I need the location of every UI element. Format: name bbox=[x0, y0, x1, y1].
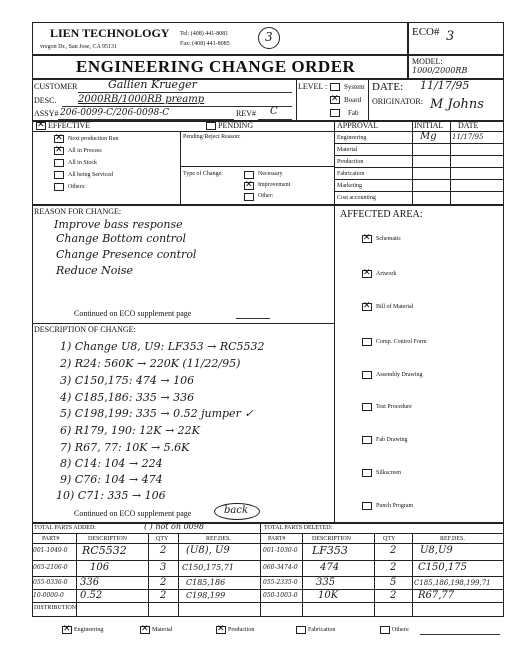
dist-material-checkbox[interactable] bbox=[140, 626, 150, 634]
approval-row: Production bbox=[337, 159, 364, 165]
customer-label: CUSTOMER bbox=[34, 82, 78, 91]
affected-item: Comp. Control Form bbox=[376, 339, 427, 345]
check-mark-icon: ✕ bbox=[141, 624, 149, 634]
all-in-process-checkbox[interactable] bbox=[54, 147, 64, 155]
description-line: 5) C198,199: 335 → 0.52 jumper ✓ bbox=[60, 407, 254, 420]
affected-label: AFFECTED AREA: bbox=[340, 209, 423, 220]
table-cell: C185,186 bbox=[186, 578, 226, 587]
company-tel: Tel: (408) 441-8081 bbox=[180, 31, 229, 37]
check-mark-icon: ✕ bbox=[63, 624, 71, 634]
check-mark-icon: ✕ bbox=[217, 624, 225, 634]
comp-control-checkbox[interactable] bbox=[362, 338, 372, 346]
type-item: Other: bbox=[258, 193, 274, 199]
table-cell: C185,186,198,199,71 bbox=[414, 579, 491, 587]
fab-drawing-checkbox[interactable] bbox=[362, 436, 372, 444]
eco-value: 3 bbox=[446, 29, 455, 44]
table-cell: 336 bbox=[80, 577, 100, 588]
reason-line: Change Presence control bbox=[56, 248, 197, 261]
check-mark-icon: ✕ bbox=[363, 233, 371, 243]
affected-item: Punch Program bbox=[376, 503, 414, 509]
table-cell: 055-2335-0 bbox=[263, 579, 298, 586]
desc-label: DESC. bbox=[34, 96, 57, 105]
initial-header: INITIAL bbox=[414, 121, 444, 130]
table-cell: LF353 bbox=[312, 544, 348, 557]
col-header: QTY bbox=[156, 536, 169, 542]
col-header: PART# bbox=[42, 536, 60, 542]
approval-row: Marketing bbox=[337, 183, 362, 189]
check-mark-icon: ✕ bbox=[331, 94, 339, 104]
effective-label: EFFECTIVE bbox=[48, 121, 91, 130]
approval-date: 11/17/95 bbox=[452, 133, 484, 141]
silkscreen-checkbox[interactable] bbox=[362, 469, 372, 477]
assy-label: ASSY# bbox=[34, 109, 59, 118]
description-continued: Continued on ECO supplement page bbox=[74, 509, 192, 518]
check-mark-icon: ✕ bbox=[37, 120, 45, 130]
pending-checkbox[interactable] bbox=[206, 122, 216, 130]
distribution-label: DISTRIBUTION: bbox=[34, 605, 78, 611]
originator-label: ORIGINATOR: bbox=[372, 97, 423, 106]
dist-others-checkbox[interactable] bbox=[380, 626, 390, 634]
distribution-item: Material bbox=[152, 627, 173, 633]
table-cell: 106 bbox=[90, 562, 110, 573]
approval-row: Engineering bbox=[337, 135, 367, 141]
distribution-item: Fabrication bbox=[308, 627, 336, 633]
model-value: 1000/2000RB bbox=[412, 66, 468, 75]
table-cell: 050-1003-0 bbox=[263, 592, 298, 599]
description-line: 4) C185,186: 335 → 336 bbox=[60, 391, 195, 404]
effective-item: Others: bbox=[68, 184, 86, 190]
dist-fabrication-checkbox[interactable] bbox=[296, 626, 306, 634]
table-cell: 2 bbox=[160, 590, 167, 601]
table-cell: (U8), U9 bbox=[186, 545, 230, 556]
distribution-item: Production bbox=[228, 627, 255, 633]
table-cell: C150,175 bbox=[418, 562, 468, 573]
table-cell: 2 bbox=[390, 562, 397, 573]
level-system-label: System bbox=[344, 83, 365, 91]
type-item: Necessary bbox=[258, 171, 283, 177]
table-cell: RC5532 bbox=[82, 544, 127, 557]
table-cell: R67,77 bbox=[418, 590, 455, 601]
approval-row: Fabrication bbox=[337, 171, 365, 177]
table-cell: 10-0000-0 bbox=[33, 592, 64, 599]
table-cell: 055-0336-0 bbox=[33, 579, 68, 586]
model-label: MODEL: bbox=[412, 57, 443, 66]
check-mark-icon: ✕ bbox=[363, 268, 371, 278]
table-cell: C198,199 bbox=[186, 591, 226, 600]
rev-value: C bbox=[270, 106, 278, 117]
table-cell: 10K bbox=[318, 590, 339, 601]
company-fax: Fax: (408) 441-8085 bbox=[180, 41, 230, 47]
company-address: vregon Dr., San Jose, CA 95131 bbox=[40, 44, 117, 50]
description-line: 8) C14: 104 → 224 bbox=[60, 457, 163, 470]
effective-item: All in Stock bbox=[68, 160, 98, 166]
date-header: DATE bbox=[458, 121, 479, 130]
table-cell: 065-2106-0 bbox=[33, 564, 68, 571]
date-label: DATE: bbox=[372, 81, 404, 93]
bom-checkbox[interactable] bbox=[362, 303, 372, 311]
type-item: Improvement bbox=[258, 182, 291, 188]
desc-value: 2000RB/1000RB preamp bbox=[78, 94, 205, 105]
affected-item: Fab Drawing bbox=[376, 437, 408, 443]
all-serviced-checkbox[interactable] bbox=[54, 171, 64, 179]
originator-value: M Johns bbox=[430, 97, 484, 112]
affected-item: Artwork bbox=[376, 271, 397, 277]
dist-production-checkbox[interactable] bbox=[216, 626, 226, 634]
parts-deleted-label: TOTAL PARTS DELETED: bbox=[264, 525, 333, 531]
rev-label: REV# bbox=[236, 109, 256, 118]
col-header: DESCRIPTION bbox=[88, 536, 128, 542]
type-of-change-label: Type of Change: bbox=[183, 171, 223, 177]
form-title: ENGINEERING CHANGE ORDER bbox=[76, 57, 356, 76]
table-cell: 060-3474-0 bbox=[263, 564, 298, 571]
affected-item: Schematic bbox=[376, 236, 401, 242]
level-label: LEVEL : bbox=[298, 82, 328, 91]
schematic-checkbox[interactable] bbox=[362, 235, 372, 243]
test-procedure-checkbox[interactable] bbox=[362, 403, 372, 411]
pending-reason-label: Pending/Reject Reason: bbox=[183, 134, 241, 140]
eco-label: ECO# bbox=[412, 26, 440, 38]
back-note: back bbox=[224, 505, 249, 516]
punch-program-checkbox[interactable] bbox=[362, 502, 372, 510]
level-fab-label: Fab bbox=[348, 109, 359, 117]
next-run-checkbox[interactable] bbox=[54, 135, 64, 143]
table-cell: 5 bbox=[390, 577, 397, 588]
parts-added-note: ( ) not on 0098 bbox=[144, 522, 204, 531]
table-cell: 474 bbox=[320, 562, 340, 573]
reason-continued: Continued on ECO supplement page bbox=[74, 309, 192, 318]
date-value: 11/17/95 bbox=[420, 79, 470, 92]
check-mark-icon: ✕ bbox=[55, 133, 63, 143]
affected-item: Silkscreen bbox=[376, 470, 401, 476]
assembly-drawing-checkbox[interactable] bbox=[362, 371, 372, 379]
table-cell: 335 bbox=[316, 577, 336, 588]
approval-row: Material bbox=[337, 147, 358, 153]
description-label: DESCRIPTION OF CHANGE: bbox=[34, 325, 136, 334]
reason-line: Reduce Noise bbox=[56, 264, 134, 277]
affected-item: Assembly Drawing bbox=[376, 372, 423, 378]
reason-line: Change Bottom control bbox=[56, 232, 186, 245]
parts-added-label: TOTAL PARTS ADDED: bbox=[34, 525, 96, 531]
improvement-checkbox[interactable] bbox=[244, 182, 254, 190]
col-header: PART# bbox=[268, 536, 286, 542]
table-cell: 0.52 bbox=[80, 590, 103, 601]
col-header: DESCRIPTION bbox=[312, 536, 352, 542]
others-checkbox[interactable] bbox=[54, 183, 64, 191]
reason-label: REASON FOR CHANGE: bbox=[34, 207, 122, 216]
pending-label: PENDING bbox=[218, 121, 254, 130]
distribution-item: Others: bbox=[392, 627, 410, 633]
check-mark-icon: ✕ bbox=[245, 180, 253, 190]
effective-item: All being Serviced bbox=[68, 172, 113, 178]
description-line: 7) R67, 77: 10K → 5.6K bbox=[60, 441, 190, 454]
necessary-checkbox[interactable] bbox=[244, 171, 254, 179]
table-cell: 2 bbox=[390, 590, 397, 601]
affected-item: Bill of Material bbox=[376, 304, 414, 310]
description-line: 6) R179, 190: 12K → 22K bbox=[60, 424, 200, 437]
table-cell: U8,U9 bbox=[420, 545, 453, 556]
level-system-checkbox[interactable] bbox=[330, 83, 340, 91]
description-line: 9) C76: 104 → 474 bbox=[60, 473, 163, 486]
col-header: REF.DES. bbox=[440, 536, 465, 542]
circled-number-text: 3 bbox=[265, 30, 273, 44]
dist-engineering-checkbox[interactable] bbox=[62, 626, 72, 634]
effective-item: Next production Run bbox=[68, 136, 119, 142]
table-cell: 3 bbox=[160, 562, 167, 573]
description-line: 1) Change U8, U9: LF353 → RC5532 bbox=[60, 340, 265, 353]
effective-checkbox[interactable] bbox=[36, 122, 46, 130]
level-board-label: Board bbox=[344, 96, 362, 104]
assy-value: 206-0099-C/206-0098-C bbox=[60, 108, 170, 118]
col-header: REF.DES. bbox=[206, 536, 231, 542]
affected-item: Test Procedure bbox=[376, 404, 412, 410]
level-board-checkbox[interactable] bbox=[330, 96, 340, 104]
check-mark-icon: ✕ bbox=[55, 145, 63, 155]
distribution-item: Engineering bbox=[74, 627, 104, 633]
company-name: LIEN TECHNOLOGY bbox=[50, 26, 170, 40]
artwork-checkbox[interactable] bbox=[362, 270, 372, 278]
reason-line: Improve bass response bbox=[54, 218, 183, 231]
table-cell: C150,175,71 bbox=[182, 563, 234, 572]
table-cell: 2 bbox=[160, 545, 167, 556]
description-line: 10) C71: 335 → 106 bbox=[56, 489, 166, 502]
approval-header: APPROVAL bbox=[337, 121, 379, 130]
col-header: QTY bbox=[383, 536, 396, 542]
level-fab-checkbox[interactable] bbox=[330, 109, 340, 117]
table-cell: 001-1049-0 bbox=[33, 547, 68, 554]
effective-item: All in Process bbox=[68, 148, 102, 154]
approval-initial: Mg bbox=[420, 131, 437, 142]
table-cell: 2 bbox=[160, 577, 167, 588]
all-in-stock-checkbox[interactable] bbox=[54, 159, 64, 167]
description-line: 3) C150,175: 474 → 106 bbox=[60, 374, 195, 387]
description-line: 2) R24: 560K → 220K (11/22/95) bbox=[60, 357, 241, 370]
table-cell: 001-1030-0 bbox=[263, 547, 298, 554]
other-type-checkbox[interactable] bbox=[244, 193, 254, 201]
approval-row: Cost accounting bbox=[337, 195, 376, 201]
check-mark-icon: ✕ bbox=[363, 301, 371, 311]
customer-value: Gallien Krueger bbox=[108, 78, 197, 91]
table-cell: 2 bbox=[390, 545, 397, 556]
